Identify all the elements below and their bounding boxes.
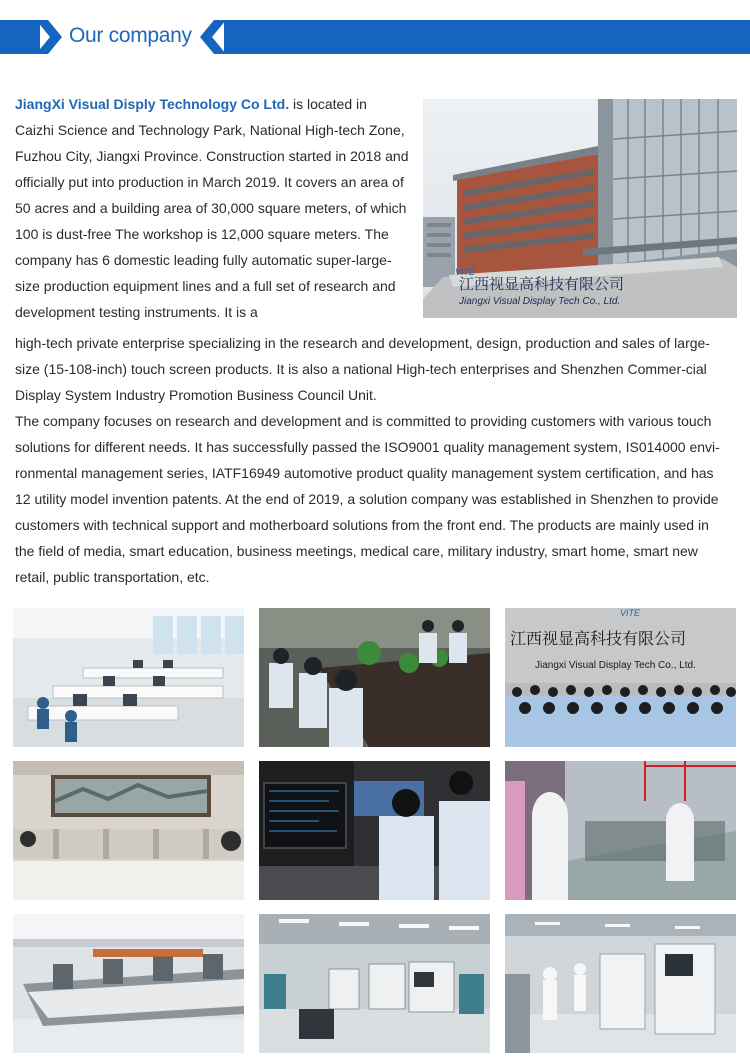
section-header-banner [0,20,750,54]
banner-left-bar [0,20,40,54]
chevron-right-icon [36,20,66,54]
building-sign-english: Jiangxi Visual Display Tech Co., Ltd. [459,296,621,307]
team-sign-chinese: 江西视显高科技有限公司 [510,629,687,648]
description-paragraph-1: high-tech private enterprise specializing in the research and development, design, production and sales of large-size (15-108-inch) touch screen products. It is also a national High-tech enterprises and Shenzhen Commer-cial Display System Industry Promotion Business Council Unit. [15,335,710,403]
team-photo [505,608,736,747]
team-sign-logo: VITE [620,608,641,618]
intro-paragraph [15,91,409,325]
banner-right-bar [224,20,750,54]
intro-text: is located in Caizhi Science and Technology Park, National High-tech Zone, Fuzhou City, Jiangxi Province. Construction started in 2018 and officially put into production in March 2019. It covers an area of 50 acres and a building area of 30,000 square meters, of which 100 is dust-free The workshop is 12,000 square meters. The company has 6 domestic leading fully automatic super-large-size production equipment lines and a full set of research and development testing instruments. It is a [15,96,409,320]
description-paragraph-2: The company focuses on research and development and is committed to providing customers with various touch solutions for different needs. It has successfully passed the ISO9001 quality management system, IS014000 envi-ronmental management series, IATF16949 automotive product quality management system certification, and has 12 utility model invention patents. At the end of 2019, a solution company was established in Shenzhen to provide customers with technical support and motherboard solutions from the front end. The products are mainly used in the field of media, smart education, business meetings, medical care, military industry, smart home, smart new retail, public transportation, etc. [15,413,720,585]
team-sign-english: Jiangxi Visual Display Tech Co., Ltd. [535,660,696,671]
company-description [15,330,727,590]
production-line-photo-1 [13,914,244,1053]
office-photo [13,608,244,747]
building-sign-chinese: 江西视显高科技有限公司 [459,275,625,293]
sign-logo: VITE [455,267,476,277]
cleanroom-photo [505,761,736,900]
company-name: JiangXi Visual Disply Technology Co Ltd. [15,96,290,112]
engineering-photo [259,761,490,900]
production-line-photo-3 [505,914,736,1053]
meeting-photo [259,608,490,747]
reception-photo [13,761,244,900]
section-title: Our company [69,24,192,47]
production-line-photo-2 [259,914,490,1053]
building-photo [423,99,737,318]
